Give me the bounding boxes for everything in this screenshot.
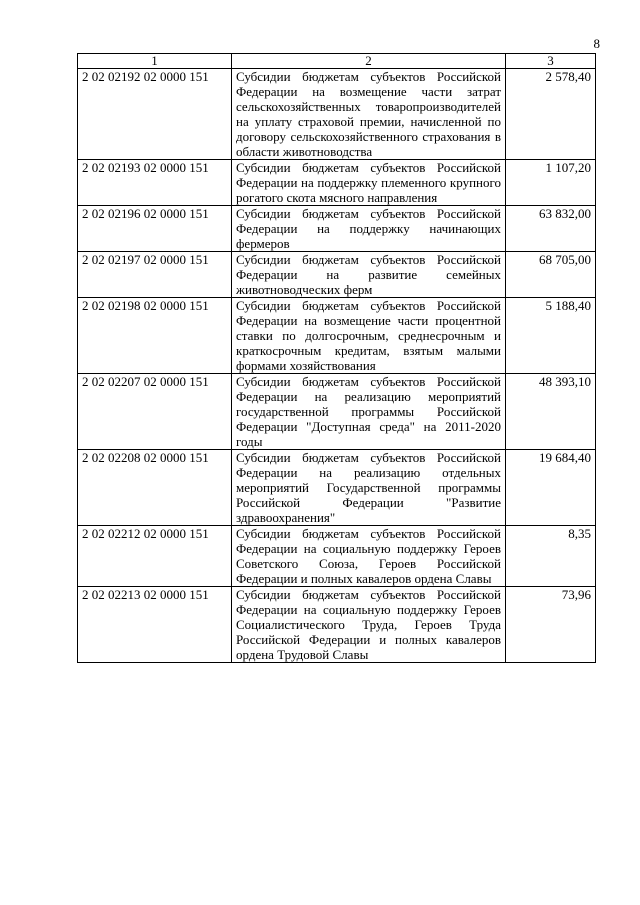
- table-row: [78, 526, 596, 587]
- table-header-row: [78, 54, 596, 69]
- table-row: [78, 587, 596, 663]
- budget-amount: 19 684,40: [506, 450, 596, 526]
- budget-code: 2 02 02196 02 0000 151: [78, 206, 232, 252]
- table-row: [78, 298, 596, 374]
- table-row: [78, 206, 596, 252]
- column-header-amount: 3: [506, 54, 596, 69]
- budget-description: Субсидии бюджетам субъектов Российской Федерации на реализацию мероприятий государственной программы Российской Федерации "Доступная среда" на 2011-2020 годы: [232, 374, 506, 450]
- table-row: [78, 69, 596, 160]
- budget-code: 2 02 02193 02 0000 151: [78, 160, 232, 206]
- budget-description: Субсидии бюджетам субъектов Российской Федерации на возмещение части процентной ставки по долгосрочным, среднесрочным и краткосрочным кредитам, взятым малыми формами хозяйствования: [232, 298, 506, 374]
- column-header-description: 2: [232, 54, 506, 69]
- column-header-code: 1: [78, 54, 232, 69]
- budget-amount: 68 705,00: [506, 252, 596, 298]
- budget-amount: 73,96: [506, 587, 596, 663]
- budget-description: Субсидии бюджетам субъектов Российской Федерации на развитие семейных животноводческих ферм: [232, 252, 506, 298]
- budget-table: [77, 53, 596, 663]
- budget-amount: 5 188,40: [506, 298, 596, 374]
- page-number: 8: [593, 36, 600, 51]
- budget-code: 2 02 02207 02 0000 151: [78, 374, 232, 450]
- budget-code: 2 02 02208 02 0000 151: [78, 450, 232, 526]
- budget-description: Субсидии бюджетам субъектов Российской Федерации на реализацию отдельных мероприятий Государственной программы Российской Федерации "Развитие здравоохранения": [232, 450, 506, 526]
- budget-description: Субсидии бюджетам субъектов Российской Федерации на поддержку начинающих фермеров: [232, 206, 506, 252]
- budget-code: 2 02 02212 02 0000 151: [78, 526, 232, 587]
- budget-description: Субсидии бюджетам субъектов Российской Федерации на социальную поддержку Героев Советского Союза, Героев Российской Федерации и полных кавалеров ордена Славы: [232, 526, 506, 587]
- table-row: [78, 252, 596, 298]
- table-row: [78, 160, 596, 206]
- budget-description: Субсидии бюджетам субъектов Российской Федерации на возмещение части затрат сельскохозяйственных товаропроизводителей на уплату страховой премии, начисленной по договору сельскохозяйственного страхования в области животноводства: [232, 69, 506, 160]
- budget-amount: 1 107,20: [506, 160, 596, 206]
- budget-description: Субсидии бюджетам субъектов Российской Федерации на социальную поддержку Героев Социалистического Труда, Героев Труда Российской Федерации и полных кавалеров ордена Трудовой Славы: [232, 587, 506, 663]
- budget-code: 2 02 02213 02 0000 151: [78, 587, 232, 663]
- budget-code: 2 02 02197 02 0000 151: [78, 252, 232, 298]
- budget-code: 2 02 02198 02 0000 151: [78, 298, 232, 374]
- budget-amount: 2 578,40: [506, 69, 596, 160]
- budget-code: 2 02 02192 02 0000 151: [78, 69, 232, 160]
- budget-amount: 63 832,00: [506, 206, 596, 252]
- budget-amount: 48 393,10: [506, 374, 596, 450]
- table-row: [78, 374, 596, 450]
- budget-amount: 8,35: [506, 526, 596, 587]
- budget-description: Субсидии бюджетам субъектов Российской Федерации на поддержку племенного крупного рогатого скота мясного направления: [232, 160, 506, 206]
- table-row: [78, 450, 596, 526]
